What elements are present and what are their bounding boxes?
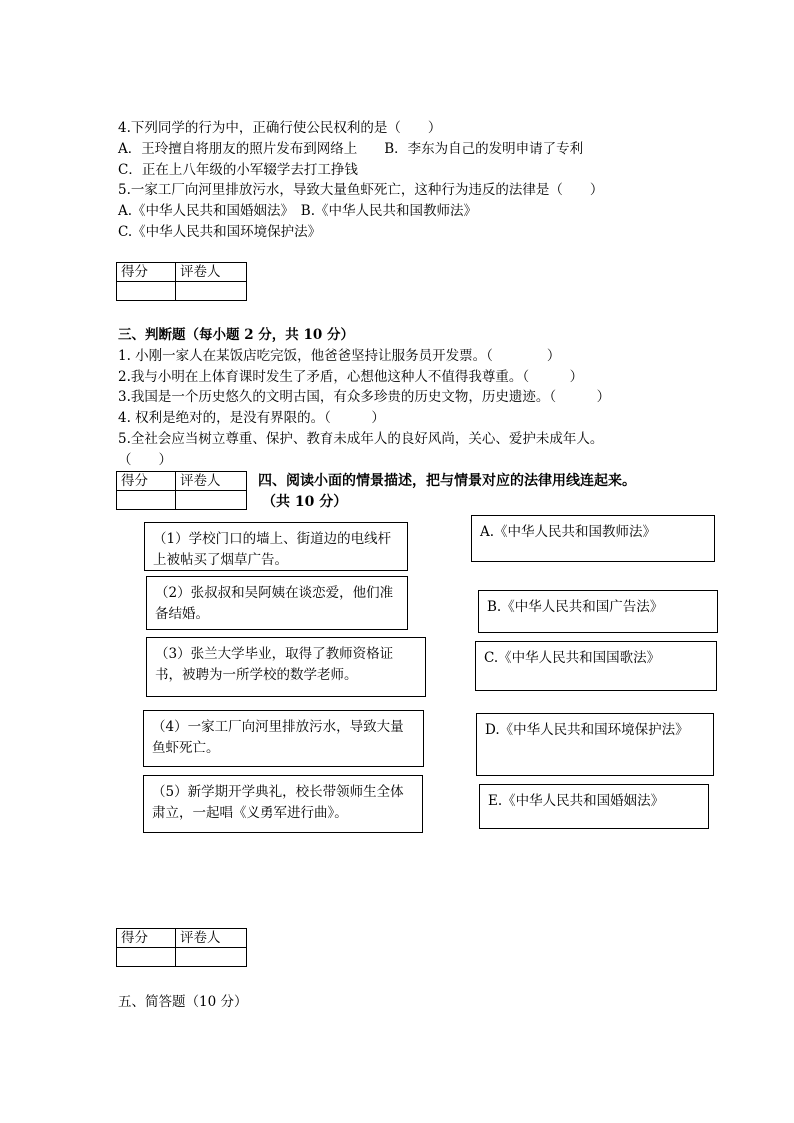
scene-text: （5）新学期开学典礼，校长带领师生全体肃立，一起唱《义勇军进行曲》。 <box>152 784 404 821</box>
q4-option-ab: A．王玲擅自将朋友的照片发布到网络上 B．李东为自己的发明申请了专利 <box>118 141 584 157</box>
judgment-item: 1. 小刚一家人在某饭店吃完饭，他爸爸坚持让服务员开发票。（ ） <box>118 348 561 364</box>
scene-box-3[interactable] <box>146 637 426 697</box>
score-label: 得分 <box>117 472 176 491</box>
law-box-b[interactable] <box>478 590 718 633</box>
judgment-item-continuation: （ ） <box>118 452 172 468</box>
score-cell[interactable] <box>117 491 176 510</box>
scene-text: （3）张兰大学毕业，取得了教师资格证书，被聘为一所学校的数学老师。 <box>155 646 394 683</box>
law-text: C.《中华人民共和国国歌法》 <box>484 650 661 666</box>
q5-question: 5.一家工厂向河里排放污水，导致大量鱼虾死亡，这种行为违反的法律是（ ） <box>118 182 604 198</box>
scene-text: （2）张叔叔和吴阿姨在谈恋爱，他们准备结婚。 <box>155 585 394 622</box>
score-label: 得分 <box>117 929 176 948</box>
law-box-d[interactable] <box>476 713 714 776</box>
section3-title: 三、判断题（每小题 2 分，共 10 分） <box>118 327 354 343</box>
scene-box-1[interactable] <box>144 522 408 571</box>
scene-box-2[interactable] <box>146 576 408 630</box>
score-table <box>116 262 247 301</box>
judgment-item: 2.我与小明在上体育课时发生了矛盾，心想他这种人不值得我尊重。（ ） <box>118 369 584 385</box>
law-text: B.《中华人民共和国广告法》 <box>487 599 664 615</box>
law-text: E.《中华人民共和国婚姻法》 <box>488 793 665 809</box>
scene-text: （4）一家工厂向河里排放污水，导致大量鱼虾死亡。 <box>152 719 404 756</box>
q4-option-c: C．正在上八年级的小军辍学去打工挣钱 <box>118 162 358 178</box>
grader-label: 评卷人 <box>176 263 247 282</box>
law-box-c[interactable] <box>475 641 717 691</box>
judgment-item: 4. 权利是绝对的，是没有界限的。（ ） <box>118 410 385 426</box>
law-text: A.《中华人民共和国教师法》 <box>480 524 657 540</box>
scene-text: （1）学校门口的墙上、街道边的电线杆上被帖买了烟草广告。 <box>153 531 392 568</box>
score-table <box>116 928 247 967</box>
judgment-item: 3.我国是一个历史悠久的文明古国，有众多珍贵的历史文物，历史遗迹。（ ） <box>118 389 611 405</box>
score-cell[interactable] <box>117 948 176 967</box>
q5-option-c: C.《中华人民共和国环境保护法》 <box>118 224 322 240</box>
score-cell[interactable] <box>117 282 176 301</box>
grader-label: 评卷人 <box>176 472 247 491</box>
grader-cell[interactable] <box>176 491 247 510</box>
scene-box-4[interactable] <box>143 710 424 767</box>
q5-option-ab: A.《中华人民共和国婚姻法》 B.《中华人民共和国教师法》 <box>118 203 478 219</box>
law-box-e[interactable] <box>479 784 709 829</box>
grader-cell[interactable] <box>176 282 247 301</box>
section4-title-points: （共 10 分） <box>262 494 348 510</box>
score-label: 得分 <box>117 263 176 282</box>
section4-title: 四、阅读小面的情景描述，把与情景对应的法律用线连起来。 <box>258 473 636 489</box>
law-box-a[interactable] <box>471 515 715 562</box>
grader-cell[interactable] <box>176 948 247 967</box>
grader-label: 评卷人 <box>176 929 247 948</box>
law-text: D.《中华人民共和国环境保护法》 <box>485 722 689 738</box>
judgment-item: 5.全社会应当树立尊重、保护、教育未成年人的良好风尚，关心、爱护未成年人。 <box>118 431 604 447</box>
score-table <box>116 471 247 510</box>
section5-title: 五、简答题（10 分） <box>118 994 248 1010</box>
scene-box-5[interactable] <box>143 775 423 833</box>
q4-question: 4.下列同学的行为中，正确行使公民权利的是（ ） <box>118 120 442 136</box>
